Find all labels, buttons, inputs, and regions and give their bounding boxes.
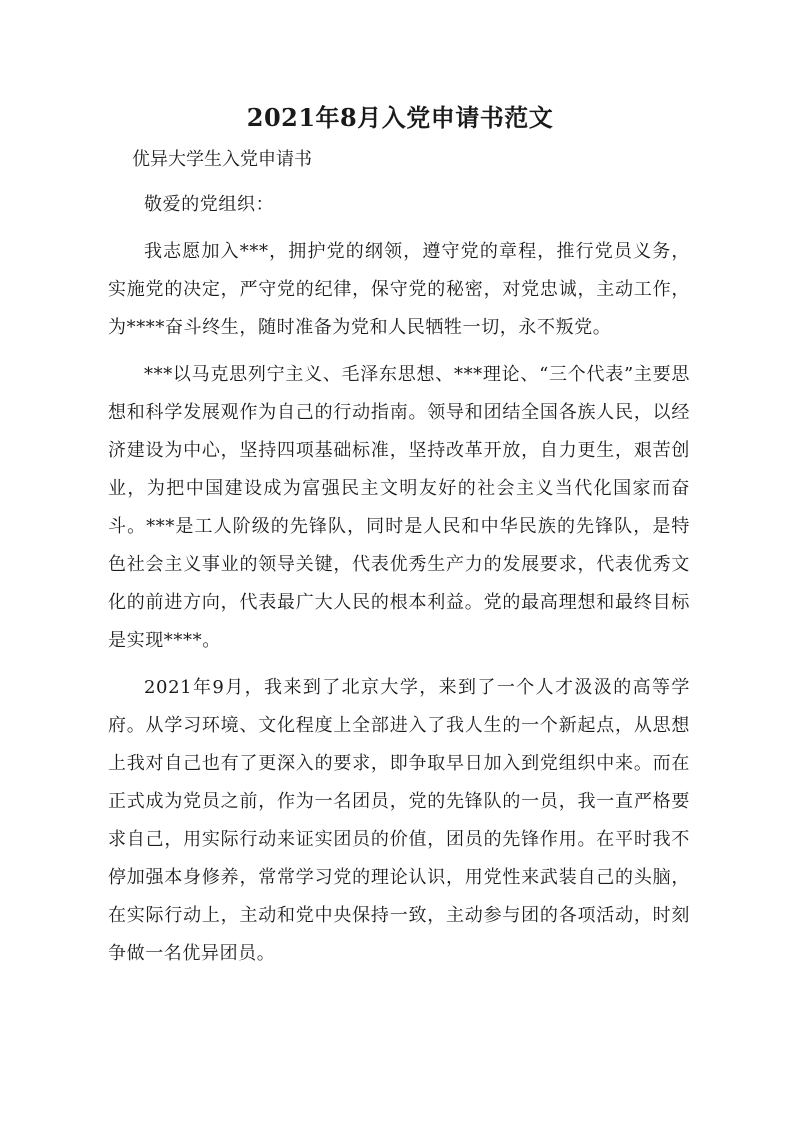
paragraph-2: ***以马克思列宁主义、毛泽东思想、***理论、“三个代表”主要思想和科学发展观作为自己的行动指南。领导和团结全国各族人民，以经济建设为中心，坚持四项基础标准，坚持改革开放，自力更生，艰苦创业，为把中国建设成为富强民主文明友好的社会主义当代化国家而奋斗。***是工人阶级的先锋队，同时是人民和中华民族的先锋队，是特色社会主义事业的领导关键，代表优秀生产力的发展要求，代表优秀文化的前进方向，代表最广大人民的根本利益。党的最高理想和最终目标是实现****。	[108, 364, 690, 651]
paragraph-1: 我志愿加入***，拥护党的纲领，遵守党的章程，推行党员义务，实施党的决定，严守党的纪律，保守党的秘密，对党忠诚，主动工作，为****奋斗终生，随时准备为党和人民牺牲一切，永不叛党。	[108, 241, 690, 338]
paragraph-3: 2021年9月，我来到了北京大学，来到了一个人才汲汲的高等学府。从学习环境、文化程度上全部进入了我人生的一个新起点，从思想上我对自己也有了更深入的要求，即争取早日加入到党组织中来。而在正式成为党员之前，作为一名团员，党的先锋队的一员，我一直严格要求自己，用实际行动来证实团员的价值，团员的先锋作用。在平时我不停加强本身修养，常常学习党的理论认识，用党性来武装自己的头脑，在实际行动上，主动和党中央保持一致，主动参与团的各项活动，时刻争做一名优异团员。	[108, 677, 690, 964]
salutation: 敬爱的党组织：	[144, 194, 275, 215]
document-subtitle: 优异大学生入党申请书	[132, 149, 312, 170]
document-title: 2021年8月入党申请书范文	[246, 103, 554, 132]
document-body	[108, 186, 690, 982]
